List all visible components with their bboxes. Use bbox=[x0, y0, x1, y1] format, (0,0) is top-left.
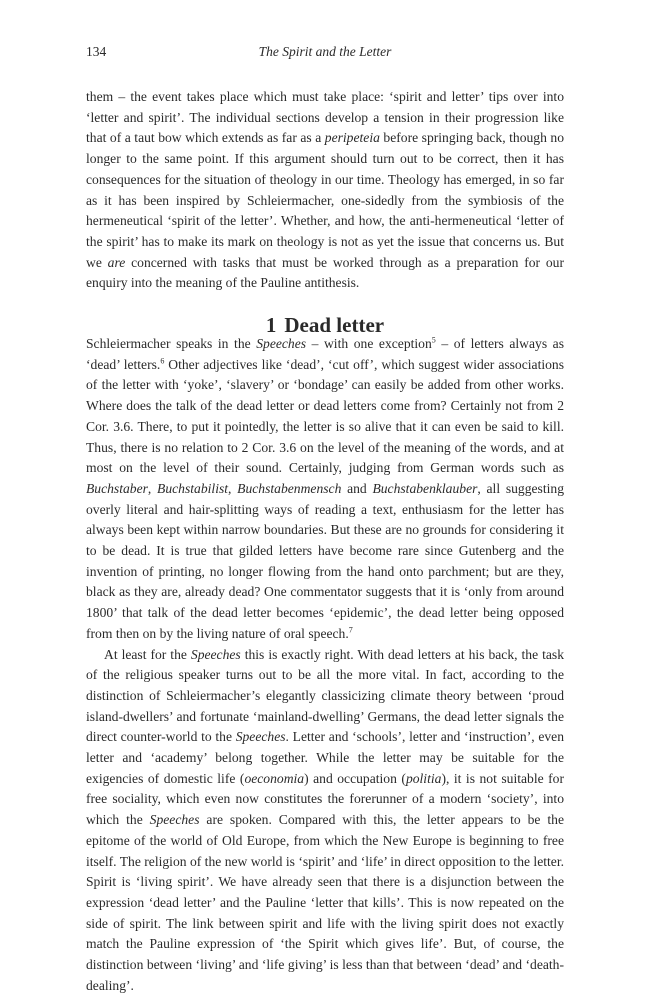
section-paragraph-2 bbox=[86, 645, 564, 997]
section-paragraph-1 bbox=[86, 334, 564, 645]
italic-run: Speeches bbox=[256, 336, 307, 351]
text-run: , bbox=[228, 480, 238, 496]
text-run: Schleiermacher speaks in the bbox=[86, 336, 257, 351]
text-run: , all suggesting overly literal and hair-splitting ways of reading a text, enthusiasm for the letter has always been kept within narrow boundaries. But these are no grounds for considering it to be dead. It is true that gilded letters have become rare since Gutenberg and the invention of printing, no longer flowing from the hand onto parchment; but are they, black as they are, already dead? One commentator suggests that it is ‘only from around 1800’ that talk of the dead letter becomes ‘epidemic’, the dead letter being opposed from then on by the living nature of oral speech. bbox=[86, 480, 564, 641]
italic-run: peripeteia bbox=[324, 130, 380, 146]
text-run: . Letter and ‘schools’, letter and ‘instruction’, even letter and ‘academy’ belong together. While the letter may be suitable for the exigencies of domestic life ( bbox=[86, 729, 565, 786]
running-header bbox=[86, 44, 564, 66]
section-title: Dead letter bbox=[284, 313, 385, 338]
italic-run: Speeches bbox=[235, 729, 286, 745]
text-run: them – the event takes place which must take place: ‘spirit and letter’ tips over into ‘letter and spirit’. The individual sections develop a tension in their progression like that of a taut bow which extends as far as a bbox=[86, 89, 564, 146]
footnote-marker: 7 bbox=[348, 625, 353, 635]
text-run: and bbox=[341, 480, 373, 496]
italic-run: Buchstabilist bbox=[157, 480, 229, 496]
text-run: Other adjectives like ‘dead’, ‘cut off’, which suggest wider associations of the letter with ‘yoke’, ‘slavery’ or ‘bondage’ can easily be added from other works. Where does the talk of the dead letter or dead letters come from? Certainly not from 2 Cor. 3.6. There, to put it pointedly, the letter is so alive that it can even be said to kill. Thus, there is no relation to 2 Cor. 3.6 on the level of the meaning of the words, and at most on the level of their sound. Certainly, judging from German words such as bbox=[86, 356, 565, 476]
running-title: The Spirit and the Letter bbox=[258, 44, 392, 59]
text-run: , bbox=[147, 480, 158, 496]
text-run: before springing back, though no longer to the same point. If this argument should turn out to be correct, then it has consequences for the situation of theology in our time. Theology has emerged, in so far as it has been inspired by Schleiermacher, one-sidedly from the symbiosis of the hermeneutical ‘spirit of the letter’. Whether, and how, the anti-hermeneutical ‘letter of the spirit’ has to make its mark on theology is not as yet the issue that concerns us. But we bbox=[86, 130, 564, 270]
intro-text-block bbox=[86, 87, 564, 294]
footnote-marker: 6 bbox=[160, 356, 165, 366]
italic-run: are bbox=[107, 254, 126, 270]
text-run: – with one exception bbox=[306, 336, 432, 351]
text-run: At least for the bbox=[104, 646, 191, 662]
italic-run: Buchstabenklauber bbox=[372, 480, 478, 496]
section-text-block bbox=[86, 334, 564, 997]
italic-run: Buchstabenmensch bbox=[237, 480, 342, 496]
text-run: ), it is not suitable for free sociality, which even now constitutes the forerunner of a modern ‘society’, into which the bbox=[86, 770, 565, 828]
section-number: 1 bbox=[265, 313, 277, 338]
text-run: ) and occupation ( bbox=[304, 770, 406, 786]
text-run: are spoken. Compared with this, the letter appears to be the epitome of the world of Old Europe, from which the New Europe is beginning to free itself. The religion of the new world is ‘spirit’ and ‘life’ in direct opposition to the letter. Spirit is ‘living spirit’. We have already seen that there is a disjunction between the expression ‘dead letter’ and the Pauline ‘letter that kills’. This is now repeated on the side of spirit. The link between spirit and life with the living spirit does not exactly match the Pauline expression of ‘the Spirit which gives life’. But, of course, the distinction between ‘living’ and ‘life giving’ is less than that between ‘dead’ and ‘death-dealing’. bbox=[86, 812, 564, 993]
italic-run: Speeches bbox=[149, 812, 200, 828]
intro-paragraph bbox=[86, 87, 564, 294]
italic-run: politia bbox=[405, 770, 442, 786]
text-run: concerned with tasks that must be worked through as a preparation for our enquiry into the meaning of the Pauline antithesis. bbox=[86, 254, 564, 291]
text-run: this is exactly right. With dead letters at his back, the task of the religious speaker turns out to be all the more vital. In fact, according to the distinction of Schleiermacher’s elegantly classicizing climate theory between ‘proud island-dwellers’ and fortunate ‘mainland-dwelling’ Germans, the dead letter signals the direct counter-world to the bbox=[86, 646, 564, 745]
text-run: – of letters always as ‘dead’ letters. bbox=[86, 336, 564, 372]
italic-run: Speeches bbox=[190, 646, 241, 662]
footnote-marker: 5 bbox=[431, 335, 436, 345]
italic-run: Buchstaber bbox=[86, 480, 148, 496]
page-number: 134 bbox=[86, 44, 107, 59]
italic-run: oeconomia bbox=[244, 770, 305, 786]
